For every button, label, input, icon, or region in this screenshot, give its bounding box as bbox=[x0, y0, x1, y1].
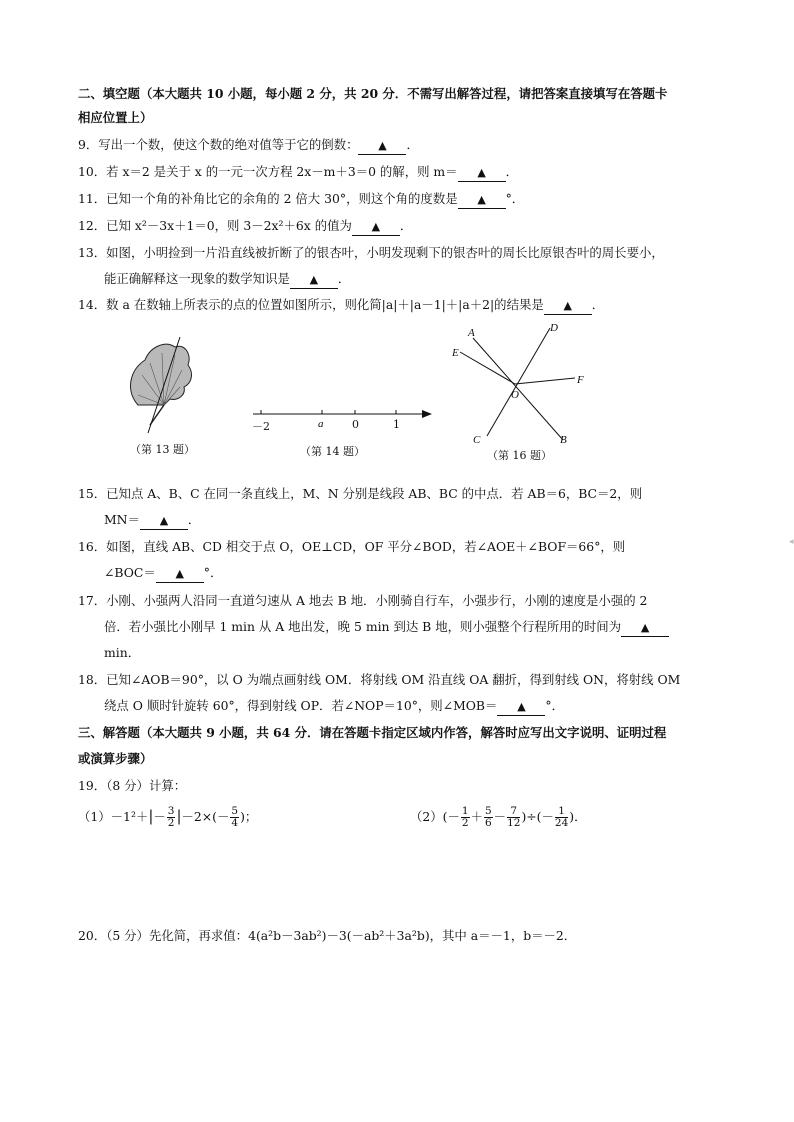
point-A: A bbox=[468, 327, 475, 339]
q18-text: 已知∠AOB＝90°，以 O 为端点画射线 OM．将射线 OM 沿直线 OA 翻折，得到射线 ON，将射线 OM bbox=[106, 672, 681, 687]
figure-14-caption: （第 14 题） bbox=[300, 445, 365, 458]
section2-header-line1: 二、填空题（本大题共 10 小题，每小题 2 分，共 20 分．不需写出解答过程，请把答案直接填写在答题卡 bbox=[78, 86, 668, 101]
question-17-cont: 倍．若小强比小刚早 1 min 从 A 地出发，晚 5 min 到达 B 地，则小强整个行程所用的时间为 ▲ bbox=[104, 619, 669, 637]
tick-label-0: 0 bbox=[352, 418, 359, 431]
q17-answer-blank[interactable]: ▲ bbox=[621, 619, 669, 637]
q17-text: 小刚、小强两人沿同一直道匀速从 A 地去 B 地．小刚骑自行车，小强步行，小刚的速度是小强的 2 bbox=[106, 593, 648, 608]
point-D: D bbox=[550, 322, 558, 334]
q9-blank-mark: ▲ bbox=[378, 139, 387, 152]
frac-5-4: $\frac{5}{4}$ bbox=[231, 805, 239, 829]
point-B: B bbox=[560, 434, 567, 446]
q15-answer-blank[interactable]: ▲ bbox=[140, 512, 188, 530]
q14-answer-blank[interactable]: ▲ bbox=[544, 297, 592, 315]
q14-text: 数 a 在数轴上所表示的点的位置如图所示，则化简|a|＋|a－1|＋|a＋2|的结果是 bbox=[106, 297, 544, 312]
question-13: 13．如图，小明捡到一片沿直线被折断了的银杏叶，小明发现剩下的银杏叶的周长比原银杏叶的周长要小， bbox=[78, 245, 664, 260]
frac-1-24: $\frac{1}{24}$ bbox=[554, 805, 569, 829]
question-16-cont: ∠BOC＝ ▲ °． bbox=[104, 565, 222, 583]
point-C: C bbox=[473, 434, 481, 446]
q9-text: 写出一个数，使这个数的绝对值等于它的倒数： bbox=[98, 137, 359, 152]
q13-answer-blank[interactable]: ▲ bbox=[290, 271, 338, 289]
frac-1-2: $\frac{1}{2}$ bbox=[461, 805, 469, 829]
q18-answer-blank[interactable]: ▲ bbox=[497, 698, 545, 716]
q9-answer-blank[interactable] bbox=[358, 137, 406, 155]
line-CD bbox=[487, 328, 550, 436]
page-edge-arrow-icon: ◂ bbox=[789, 537, 794, 547]
q12-text: 已知 x²－3x＋1＝0，则 3－2x²＋6x 的值为 bbox=[106, 218, 352, 233]
q16-text: 如图，直线 AB、CD 相交于点 O，OE⊥CD，OF 平分∠BOD，若∠AOE＋∠BOF＝66°，则 bbox=[106, 539, 626, 554]
figure-16-caption: （第 16 题） bbox=[487, 449, 552, 462]
q13-text: 如图，小明捡到一片沿直线被折断了的银杏叶，小明发现剩下的银杏叶的周长比原银杏叶的周长要小， bbox=[106, 245, 664, 260]
question-10: 10．若 x＝2 是关于 x 的一元一次方程 2x－m＋3＝0 的解，则 m＝ ▲ ． bbox=[78, 164, 518, 182]
q9-number: 9． bbox=[78, 137, 99, 152]
q11-text: 已知一个角的补角比它的余角的 2 倍大 30°，则这个角的度数是 bbox=[106, 191, 458, 206]
question-19-part2: （2）(－ $\frac{1}{2}$ ＋ $\frac{5}{6}$ － $\frac{7}{12}$ )÷(－ $\frac{1}{24}$ )． bbox=[410, 805, 587, 829]
question-12: 12．已知 x²－3x＋1＝0，则 3－2x²＋6x 的值为 ▲ ． bbox=[78, 218, 412, 236]
section3-header-line1: 三、解答题（本大题共 9 小题，共 64 分．请在答题卡指定区域内作答，解答时应写出文字说明、证明过程 bbox=[78, 725, 667, 740]
question-18-cont: 绕点 O 顺时针旋转 60°，得到射线 OP．若∠NOP＝10°，则∠MOB＝ ▲ °． bbox=[104, 698, 564, 716]
number-line-arrow bbox=[422, 410, 432, 418]
section2-header-line2: 相应位置上） bbox=[78, 110, 153, 125]
question-13-cont: 能正确解释这一现象的数学知识是 ▲ ． bbox=[104, 271, 350, 289]
question-17-unit: min． bbox=[104, 645, 141, 660]
frac-3-2: $\frac{3}{2}$ bbox=[167, 805, 175, 829]
question-19-part1: （1）－1²＋|－ $\frac{3}{2}$ |－2×(－ $\frac{5}{4}$ )； bbox=[78, 805, 258, 829]
q11-answer-blank[interactable]: ▲ bbox=[458, 191, 506, 209]
question-9: 9．写出一个数，使这个数的绝对值等于它的倒数： ▲ ． bbox=[78, 137, 419, 155]
frac-7-12: $\frac{7}{12}$ bbox=[507, 805, 521, 829]
question-15: 15．已知点 A、B、C 在同一条直线上，M、N 分别是线段 AB、BC 的中点．若 AB＝6，BC＝2，则 bbox=[78, 486, 643, 501]
q16-answer-blank[interactable]: ▲ bbox=[156, 565, 204, 583]
q10-text: 若 x＝2 是关于 x 的一元一次方程 2x－m＋3＝0 的解，则 m＝ bbox=[106, 164, 458, 179]
question-20: 20．（5 分）先化简，再求值：4(a²b－3ab²)－3(－ab²＋3a²b)，其中 a＝－1，b＝－2． bbox=[78, 928, 577, 943]
q10-answer-blank[interactable]: ▲ bbox=[458, 164, 506, 182]
q12-answer-blank[interactable]: ▲ bbox=[352, 218, 400, 236]
point-F: F bbox=[577, 374, 584, 386]
tick-label-1: 1 bbox=[393, 418, 400, 431]
number-line bbox=[250, 404, 435, 424]
question-16: 16．如图，直线 AB、CD 相交于点 O，OE⊥CD，OF 平分∠BOD，若∠AOE＋∠BOF＝66°，则 bbox=[78, 539, 626, 554]
question-17: 17．小刚、小强两人沿同一直道匀速从 A 地去 B 地．小刚骑自行车，小强步行，小刚的速度是小强的 2 bbox=[78, 593, 648, 608]
frac-5-6: $\frac{5}{6}$ bbox=[484, 805, 492, 829]
figure-13-caption: （第 13 题） bbox=[130, 443, 195, 456]
question-15-cont: MN＝ ▲ ． bbox=[104, 512, 200, 530]
point-E: E bbox=[452, 347, 459, 359]
q15-text: 已知点 A、B、C 在同一条直线上，M、N 分别是线段 AB、BC 的中点．若 AB＝6，BC＝2，则 bbox=[106, 486, 643, 501]
question-14: 14．数 a 在数轴上所表示的点的位置如图所示，则化简|a|＋|a－1|＋|a＋2|的结果是 ▲ ． bbox=[78, 297, 604, 315]
question-19-title: 19．（8 分）计算： bbox=[78, 778, 187, 793]
tick-label-neg2: －2 bbox=[252, 420, 270, 433]
section3-header-line2: 或演算步骤） bbox=[78, 751, 153, 766]
point-O: O bbox=[511, 389, 519, 401]
ginkgo-leaf-figure bbox=[120, 335, 210, 435]
ray-OF bbox=[515, 378, 575, 384]
ray-OE bbox=[460, 352, 515, 384]
intersecting-lines-figure bbox=[440, 320, 600, 450]
tick-label-a: a bbox=[318, 418, 324, 430]
question-11: 11．已知一个角的补角比它的余角的 2 倍大 30°，则这个角的度数是 ▲ °． bbox=[78, 191, 524, 209]
question-18: 18．已知∠AOB＝90°，以 O 为端点画射线 OM．将射线 OM 沿直线 OA 翻折，得到射线 ON，将射线 OM bbox=[78, 672, 681, 687]
